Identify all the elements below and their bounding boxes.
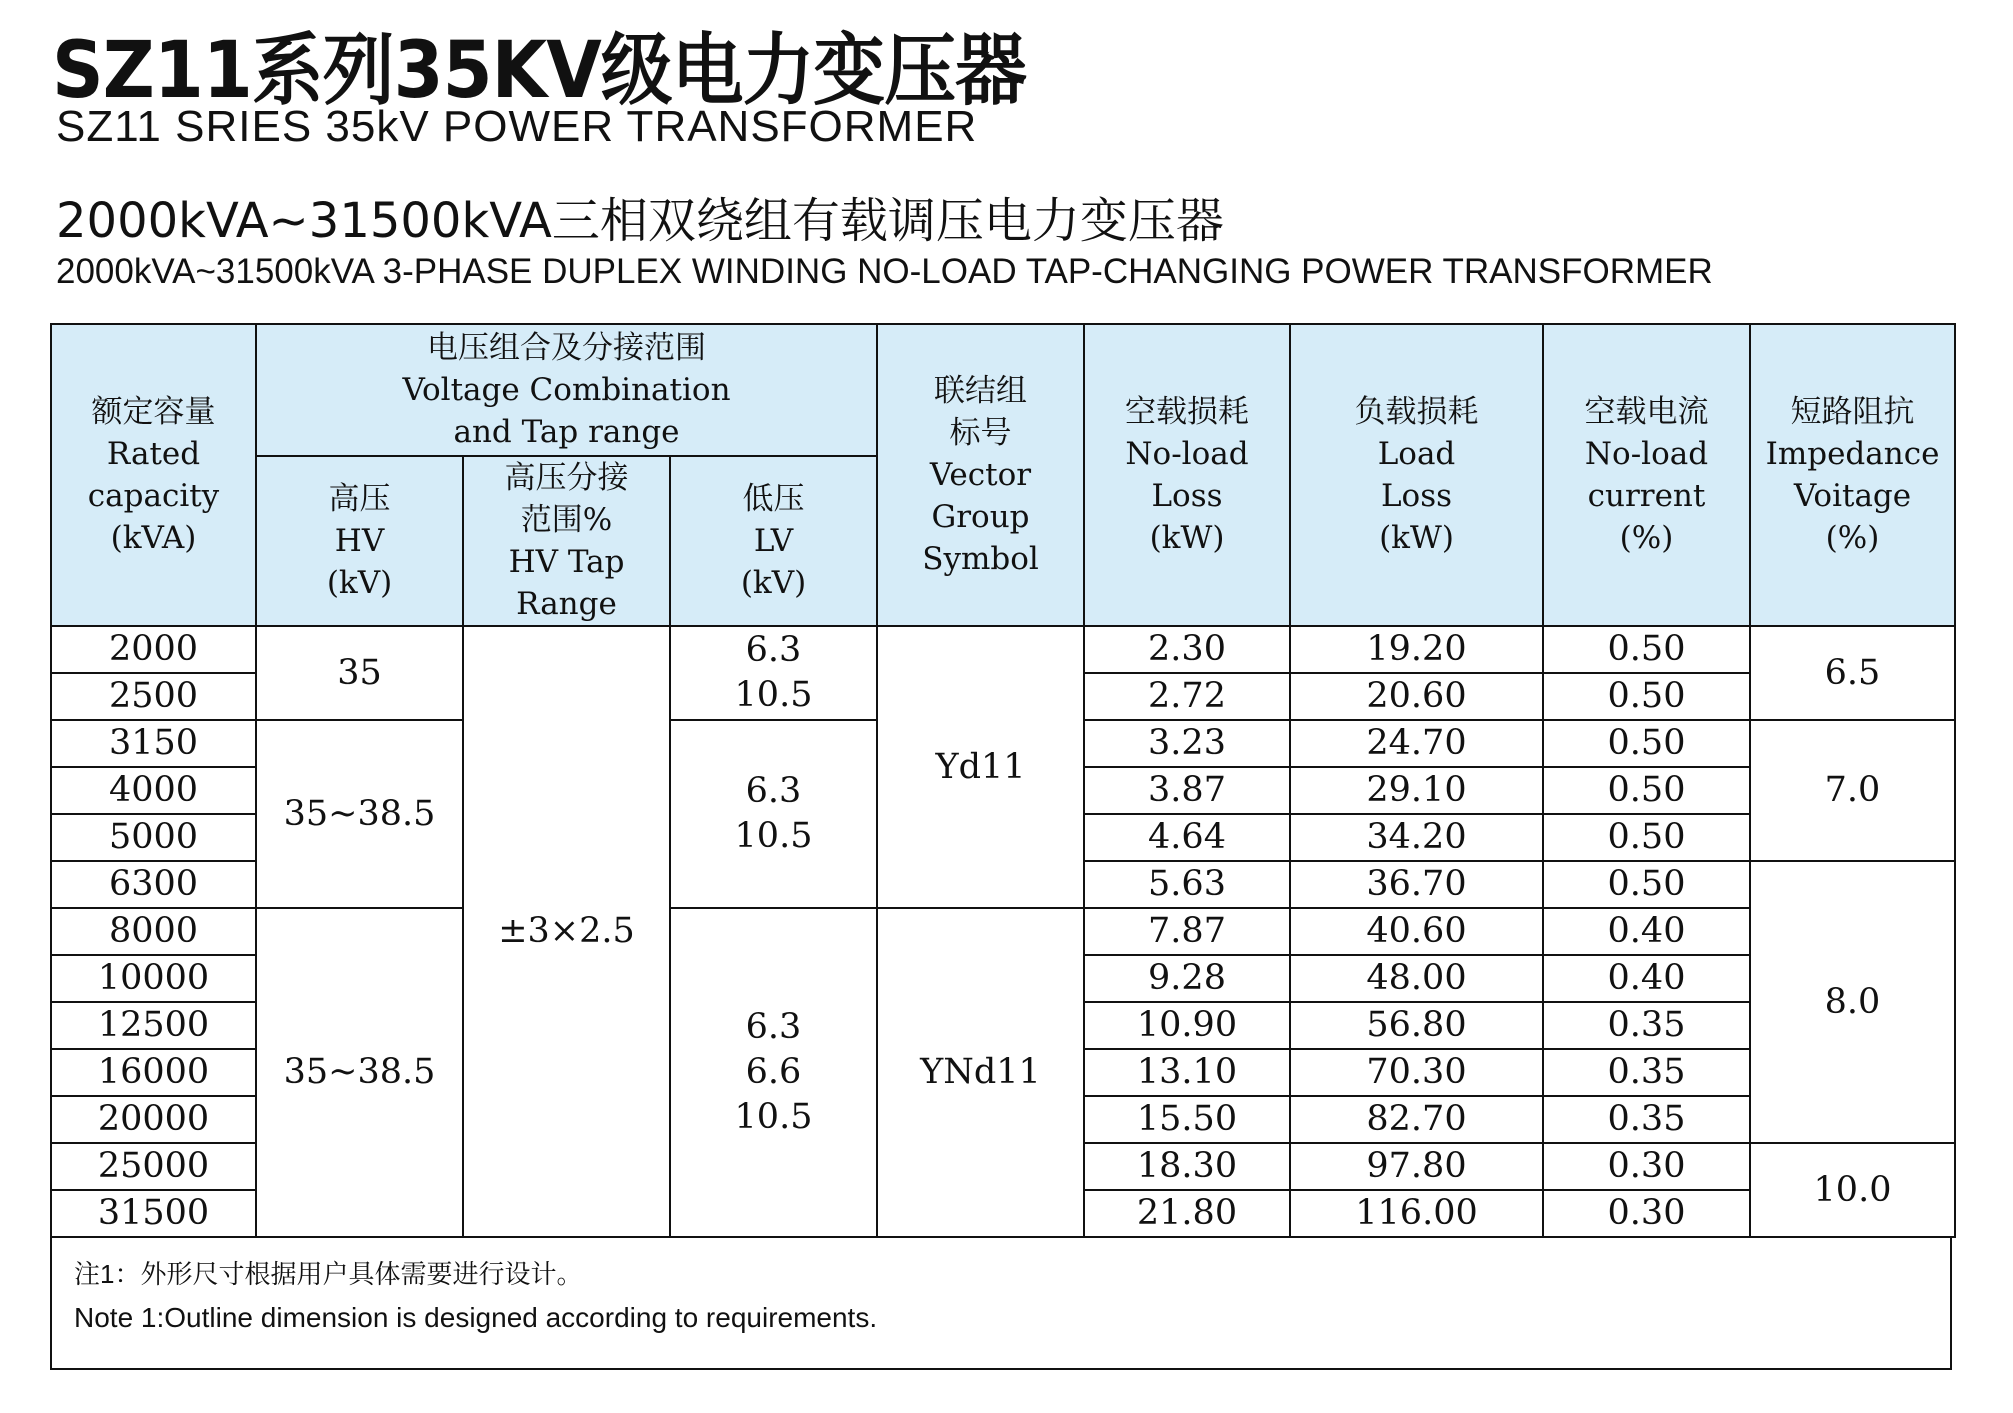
noload-loss-cell: 3.87 <box>1084 767 1290 814</box>
noload-loss-cell: 5.63 <box>1084 861 1290 908</box>
header-noload-current-cn: 空载电流 <box>1584 394 1709 430</box>
header-hv-tap-cn-1: 高压分接 <box>504 460 629 496</box>
load-loss-cell: 24.70 <box>1290 720 1543 767</box>
noload-loss-cell: 3.23 <box>1084 720 1290 767</box>
header-noload-current-unit: (%) <box>1619 520 1674 556</box>
noload-current-cell: 0.50 <box>1543 673 1750 720</box>
noload-current-cell: 0.30 <box>1543 1190 1750 1237</box>
header-noload-current-en-1: No-load <box>1584 436 1709 472</box>
hv-tap-cell: ±3×2.5 <box>463 626 670 1237</box>
capacity-cell: 2000 <box>51 626 256 673</box>
impedance-cell: 8.0 <box>1750 861 1955 1143</box>
noload-loss-cell: 15.50 <box>1084 1096 1290 1143</box>
header-lv-cn: 低压 <box>742 481 805 517</box>
noload-current-cell: 0.50 <box>1543 814 1750 861</box>
capacity-cell: 20000 <box>51 1096 256 1143</box>
load-loss-cell: 56.80 <box>1290 1002 1543 1049</box>
load-loss-cell: 40.60 <box>1290 908 1543 955</box>
noload-current-cell: 0.50 <box>1543 720 1750 767</box>
header-voltage-cn: 电压组合及分接范围 <box>427 330 706 366</box>
noload-loss-cell: 2.30 <box>1084 626 1290 673</box>
header-load-loss-en-1: Load <box>1377 436 1456 472</box>
noload-current-cell: 0.35 <box>1543 1002 1750 1049</box>
noload-current-cell: 0.35 <box>1543 1096 1750 1143</box>
header-load-loss-cn: 负载损耗 <box>1354 394 1479 430</box>
header-impedance-cn: 短路阻抗 <box>1790 394 1915 430</box>
load-loss-cell: 36.70 <box>1290 861 1543 908</box>
header-lv-en: LV <box>753 523 794 559</box>
header-voltage-en-2: and Tap range <box>453 414 680 450</box>
header-hv-tap-cn-2: 范围% <box>520 502 613 538</box>
impedance-cell: 10.0 <box>1750 1143 1955 1237</box>
page-title-cn: SZ11系列35KV级电力变压器 <box>52 26 1026 116</box>
header-load-loss <box>1290 324 1543 626</box>
header-impedance-en-1: Impedance <box>1765 436 1940 472</box>
page-subtitle-en: 2000kVA~31500kVA 3-PHASE DUPLEX WINDING NO-LOAD TAP-CHANGING POWER TRANSFORMER <box>56 252 1713 291</box>
noload-current-cell: 0.40 <box>1543 908 1750 955</box>
table-row <box>51 908 1955 955</box>
load-loss-cell: 20.60 <box>1290 673 1543 720</box>
vector-group-cell: Yd11 <box>877 626 1084 908</box>
load-loss-cell: 29.10 <box>1290 767 1543 814</box>
lv-group-cell <box>670 908 877 1237</box>
lv-value: 6.3 <box>745 1007 802 1047</box>
header-lv-unit: (kV) <box>740 565 807 601</box>
header-vector-group <box>877 324 1084 626</box>
header-noload-loss-unit: (kW) <box>1149 520 1225 556</box>
lv-group-cell <box>670 626 877 720</box>
noload-loss-cell: 13.10 <box>1084 1049 1290 1096</box>
table-row <box>51 626 1955 673</box>
page-subtitle-cn: 2000kVA~31500kVA三相双绕组有载调压电力变压器 <box>56 193 1224 249</box>
header-lv <box>670 456 877 626</box>
header-capacity-unit: (kVA) <box>110 520 197 556</box>
header-vector-cn-2: 标号 <box>949 415 1012 451</box>
header-impedance-en-2: Voitage <box>1793 478 1912 514</box>
noload-current-cell: 0.50 <box>1543 767 1750 814</box>
header-impedance <box>1750 324 1955 626</box>
noload-loss-cell: 9.28 <box>1084 955 1290 1002</box>
hv-group-cell: 35~38.5 <box>256 720 463 908</box>
impedance-cell: 6.5 <box>1750 626 1955 720</box>
header-hv-tap-en-2: Range <box>516 586 617 622</box>
noload-loss-cell: 10.90 <box>1084 1002 1290 1049</box>
lv-value: 10.5 <box>734 675 813 715</box>
lv-group-cell <box>670 720 877 908</box>
vector-group-cell: YNd11 <box>877 908 1084 1237</box>
capacity-cell: 25000 <box>51 1143 256 1190</box>
lv-value: 6.3 <box>745 630 802 670</box>
header-hv-cn: 高压 <box>328 481 391 517</box>
capacity-cell: 3150 <box>51 720 256 767</box>
capacity-cell: 4000 <box>51 767 256 814</box>
header-capacity-en-2: capacity <box>87 478 220 514</box>
table-header <box>51 324 1955 626</box>
header-noload-current <box>1543 324 1750 626</box>
header-vector-en-2: Group <box>931 499 1030 535</box>
header-load-loss-en-2: Loss <box>1380 478 1453 514</box>
header-noload-loss-en-2: Loss <box>1151 478 1223 514</box>
table-body <box>51 626 1955 1237</box>
noload-current-cell: 0.50 <box>1543 861 1750 908</box>
header-impedance-unit: (%) <box>1825 520 1880 556</box>
lv-value: 10.5 <box>734 1097 813 1137</box>
load-loss-cell: 48.00 <box>1290 955 1543 1002</box>
load-loss-cell: 82.70 <box>1290 1096 1543 1143</box>
header-capacity <box>51 324 256 626</box>
header-hv-unit: (kV) <box>326 565 393 601</box>
header-load-loss-unit: (kW) <box>1379 520 1454 556</box>
load-loss-cell: 97.80 <box>1290 1143 1543 1190</box>
capacity-cell: 6300 <box>51 861 256 908</box>
notes-box <box>50 1236 1952 1370</box>
header-voltage-en-1: Voltage Combination <box>402 372 731 408</box>
lv-value: 6.3 <box>745 771 802 811</box>
lv-value: 6.6 <box>745 1052 802 1092</box>
load-loss-cell: 70.30 <box>1290 1049 1543 1096</box>
header-noload-loss-cn: 空载损耗 <box>1125 394 1249 430</box>
header-hv-tap-en-1: HV Tap <box>508 544 625 580</box>
header-noload-current-en-2: current <box>1587 478 1706 514</box>
noload-current-cell: 0.40 <box>1543 955 1750 1002</box>
header-vector-cn-1: 联结组 <box>934 373 1027 409</box>
noload-loss-cell: 21.80 <box>1084 1190 1290 1237</box>
capacity-cell: 5000 <box>51 814 256 861</box>
header-noload-loss-en-1: No-load <box>1125 436 1249 472</box>
header-vector-en-3: Symbol <box>922 541 1039 577</box>
page-title-en: SZ11 SRIES 35kV POWER TRANSFORMER <box>56 102 978 151</box>
noload-current-cell: 0.35 <box>1543 1049 1750 1096</box>
capacity-cell: 12500 <box>51 1002 256 1049</box>
header-voltage-group <box>256 324 877 456</box>
header-capacity-en-1: Rated <box>106 436 201 472</box>
noload-loss-cell: 2.72 <box>1084 673 1290 720</box>
capacity-cell: 31500 <box>51 1190 256 1237</box>
noload-current-cell: 0.50 <box>1543 626 1750 673</box>
load-loss-cell: 116.00 <box>1290 1190 1543 1237</box>
load-loss-cell: 19.20 <box>1290 626 1543 673</box>
load-loss-cell: 34.20 <box>1290 814 1543 861</box>
noload-loss-cell: 4.64 <box>1084 814 1290 861</box>
capacity-cell: 10000 <box>51 955 256 1002</box>
lv-value: 10.5 <box>734 816 813 856</box>
note-cn: 注1：外形尺寸根据用户具体需要进行设计。 <box>74 1259 583 1289</box>
header-vector-en-1: Vector <box>929 457 1032 493</box>
hv-group-cell: 35~38.5 <box>256 908 463 1237</box>
note-en: Note 1:Outline dimension is designed according to requirements. <box>74 1302 878 1333</box>
noload-current-cell: 0.30 <box>1543 1143 1750 1190</box>
header-capacity-cn: 额定容量 <box>91 394 216 430</box>
capacity-cell: 2500 <box>51 673 256 720</box>
header-hv-tap <box>463 456 670 626</box>
header-hv-en: HV <box>334 523 385 559</box>
noload-loss-cell: 7.87 <box>1084 908 1290 955</box>
capacity-cell: 16000 <box>51 1049 256 1096</box>
spec-table <box>50 323 1956 1238</box>
capacity-cell: 8000 <box>51 908 256 955</box>
header-hv <box>256 456 463 626</box>
header-noload-loss <box>1084 324 1290 626</box>
impedance-cell: 7.0 <box>1750 720 1955 861</box>
hv-group-cell: 35 <box>256 626 463 720</box>
noload-loss-cell: 18.30 <box>1084 1143 1290 1190</box>
